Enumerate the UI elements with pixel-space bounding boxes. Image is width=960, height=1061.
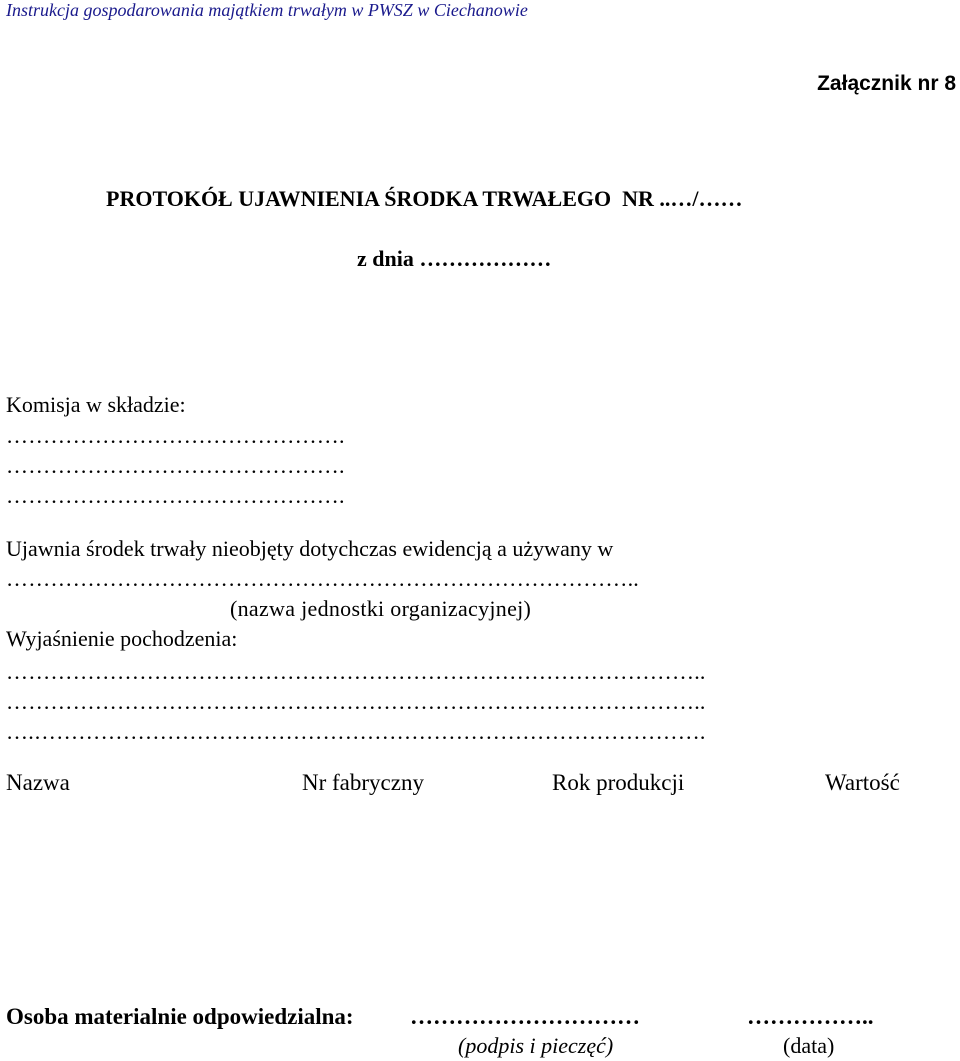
date-field: z dnia ……………… — [357, 246, 552, 271]
column-header-production-year: Rok produkcji — [552, 770, 685, 795]
committee-label: Komisja w składzie: — [6, 392, 186, 417]
date-caption: (data) — [783, 1033, 835, 1058]
document-title: PROTOKÓŁ UJAWNIENIA ŚRODKA TRWAŁEGO NR ..…/…… — [106, 186, 743, 211]
unit-name-line: ………………………………………………………………………….. — [6, 566, 639, 591]
signature-date-line: …………….. — [747, 1004, 874, 1029]
unit-name-caption: (nazwa jednostki organizacyjnej) — [230, 596, 532, 621]
signature-caption: (podpis i pieczęć) — [458, 1033, 614, 1058]
statement-text: Ujawnia środek trwały nieobjęty dotychczas ewidencją a używany w — [6, 536, 614, 561]
annex-number: Załącznik nr 8 — [817, 72, 956, 95]
responsible-person-label: Osoba materialnie odpowiedzialna: — [6, 1004, 354, 1029]
origin-line: ….………………………………………………………………………………. — [6, 719, 706, 744]
committee-member-line: ………………………………………. — [6, 423, 345, 448]
origin-line: ………………………………………………………………………………….. — [6, 689, 706, 714]
committee-member-line: ………………………………………. — [6, 483, 345, 508]
column-header-name: Nazwa — [6, 770, 70, 795]
committee-member-line: ………………………………………. — [6, 453, 345, 478]
column-header-value: Wartość — [825, 770, 900, 795]
signature-line: ………………………… — [410, 1004, 640, 1029]
column-header-serial-number: Nr fabryczny — [302, 770, 424, 795]
running-header: Instrukcja gospodarowania majątkiem trwałym w PWSZ w Ciechanowie — [6, 0, 528, 20]
origin-label: Wyjaśnienie pochodzenia: — [6, 626, 238, 651]
origin-line: ………………………………………………………………………………….. — [6, 659, 706, 684]
